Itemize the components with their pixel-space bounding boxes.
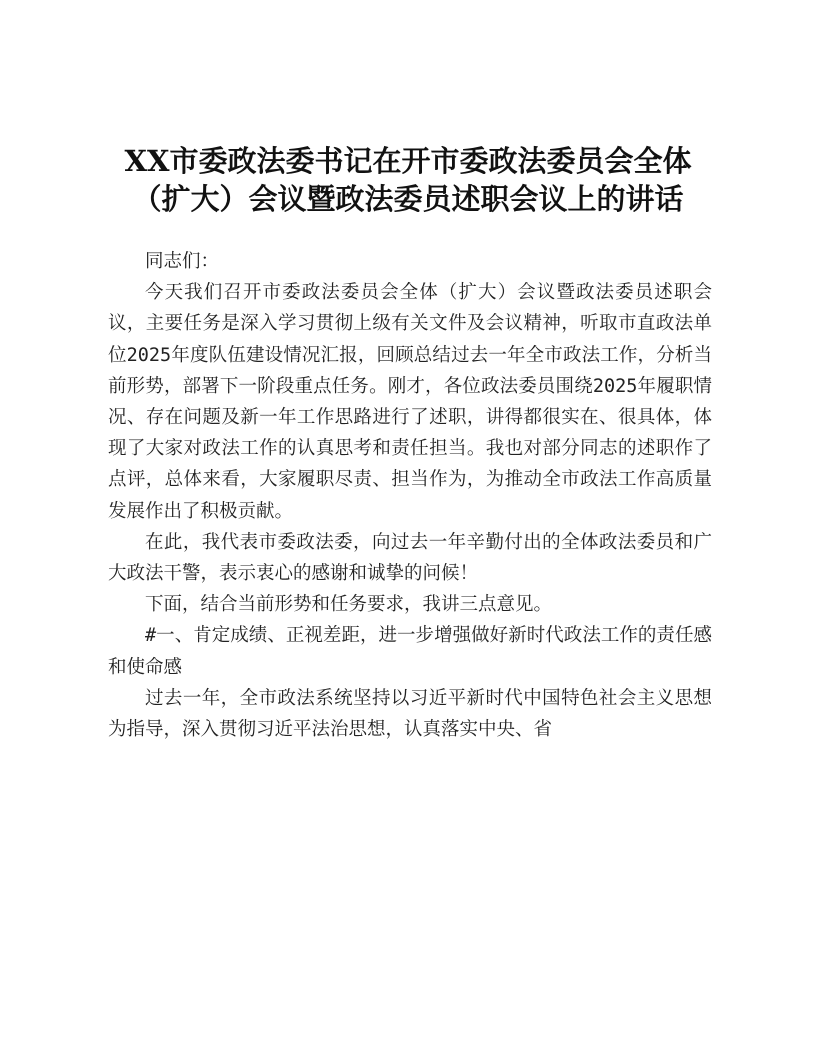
paragraph-intro: 今天我们召开市委政法委员会全体（扩大）会议暨政法委员述职会议，主要任务是深入学习贯彻上级有关文件及会议精神，听取市直政法单位2025年度队伍建设情况汇报，回顾总结过去一年全市政法工作，分析当前形势，部署下一阶段重点任务。刚才，各位政法委员围绕2025年履职情况、存在问题及新一年工作思路进行了述职，讲得都很实在、很具体，体现了大家对政法工作的认真思考和责任担当。我也对部分同志的述职作了点评，总体来看，大家履职尽责、担当作为，为推动全市政法工作高质量发展作出了积极贡献。: [108, 282, 712, 522]
salutation: 同志们：: [145, 251, 220, 272]
document-title: [100, 142, 716, 218]
title-line-1: XX市委政法委书记在开市委政法委员会全体: [124, 144, 692, 178]
paragraph-thanks: 在此，我代表市委政法委，向过去一年辛勤付出的全体政法委员和广大政法干警，表示衷心的感谢和诚挚的问候！: [108, 531, 712, 585]
document-body: [108, 246, 712, 745]
paragraph-review: 过去一年，全市政法系统坚持以习近平新时代中国特色社会主义思想为指导，深入贯彻习近平法治思想，认真落实中央、省: [108, 687, 712, 741]
section-heading-1: #一、肯定成绩、正视差距，进一步增强做好新时代政法工作的责任感和使命感: [108, 625, 712, 678]
title-line-2: （扩大）会议暨政法委员述职会议上的讲话: [132, 182, 684, 216]
paragraph-transition: 下面，结合当前形势和任务要求，我讲三点意见。: [145, 594, 553, 616]
